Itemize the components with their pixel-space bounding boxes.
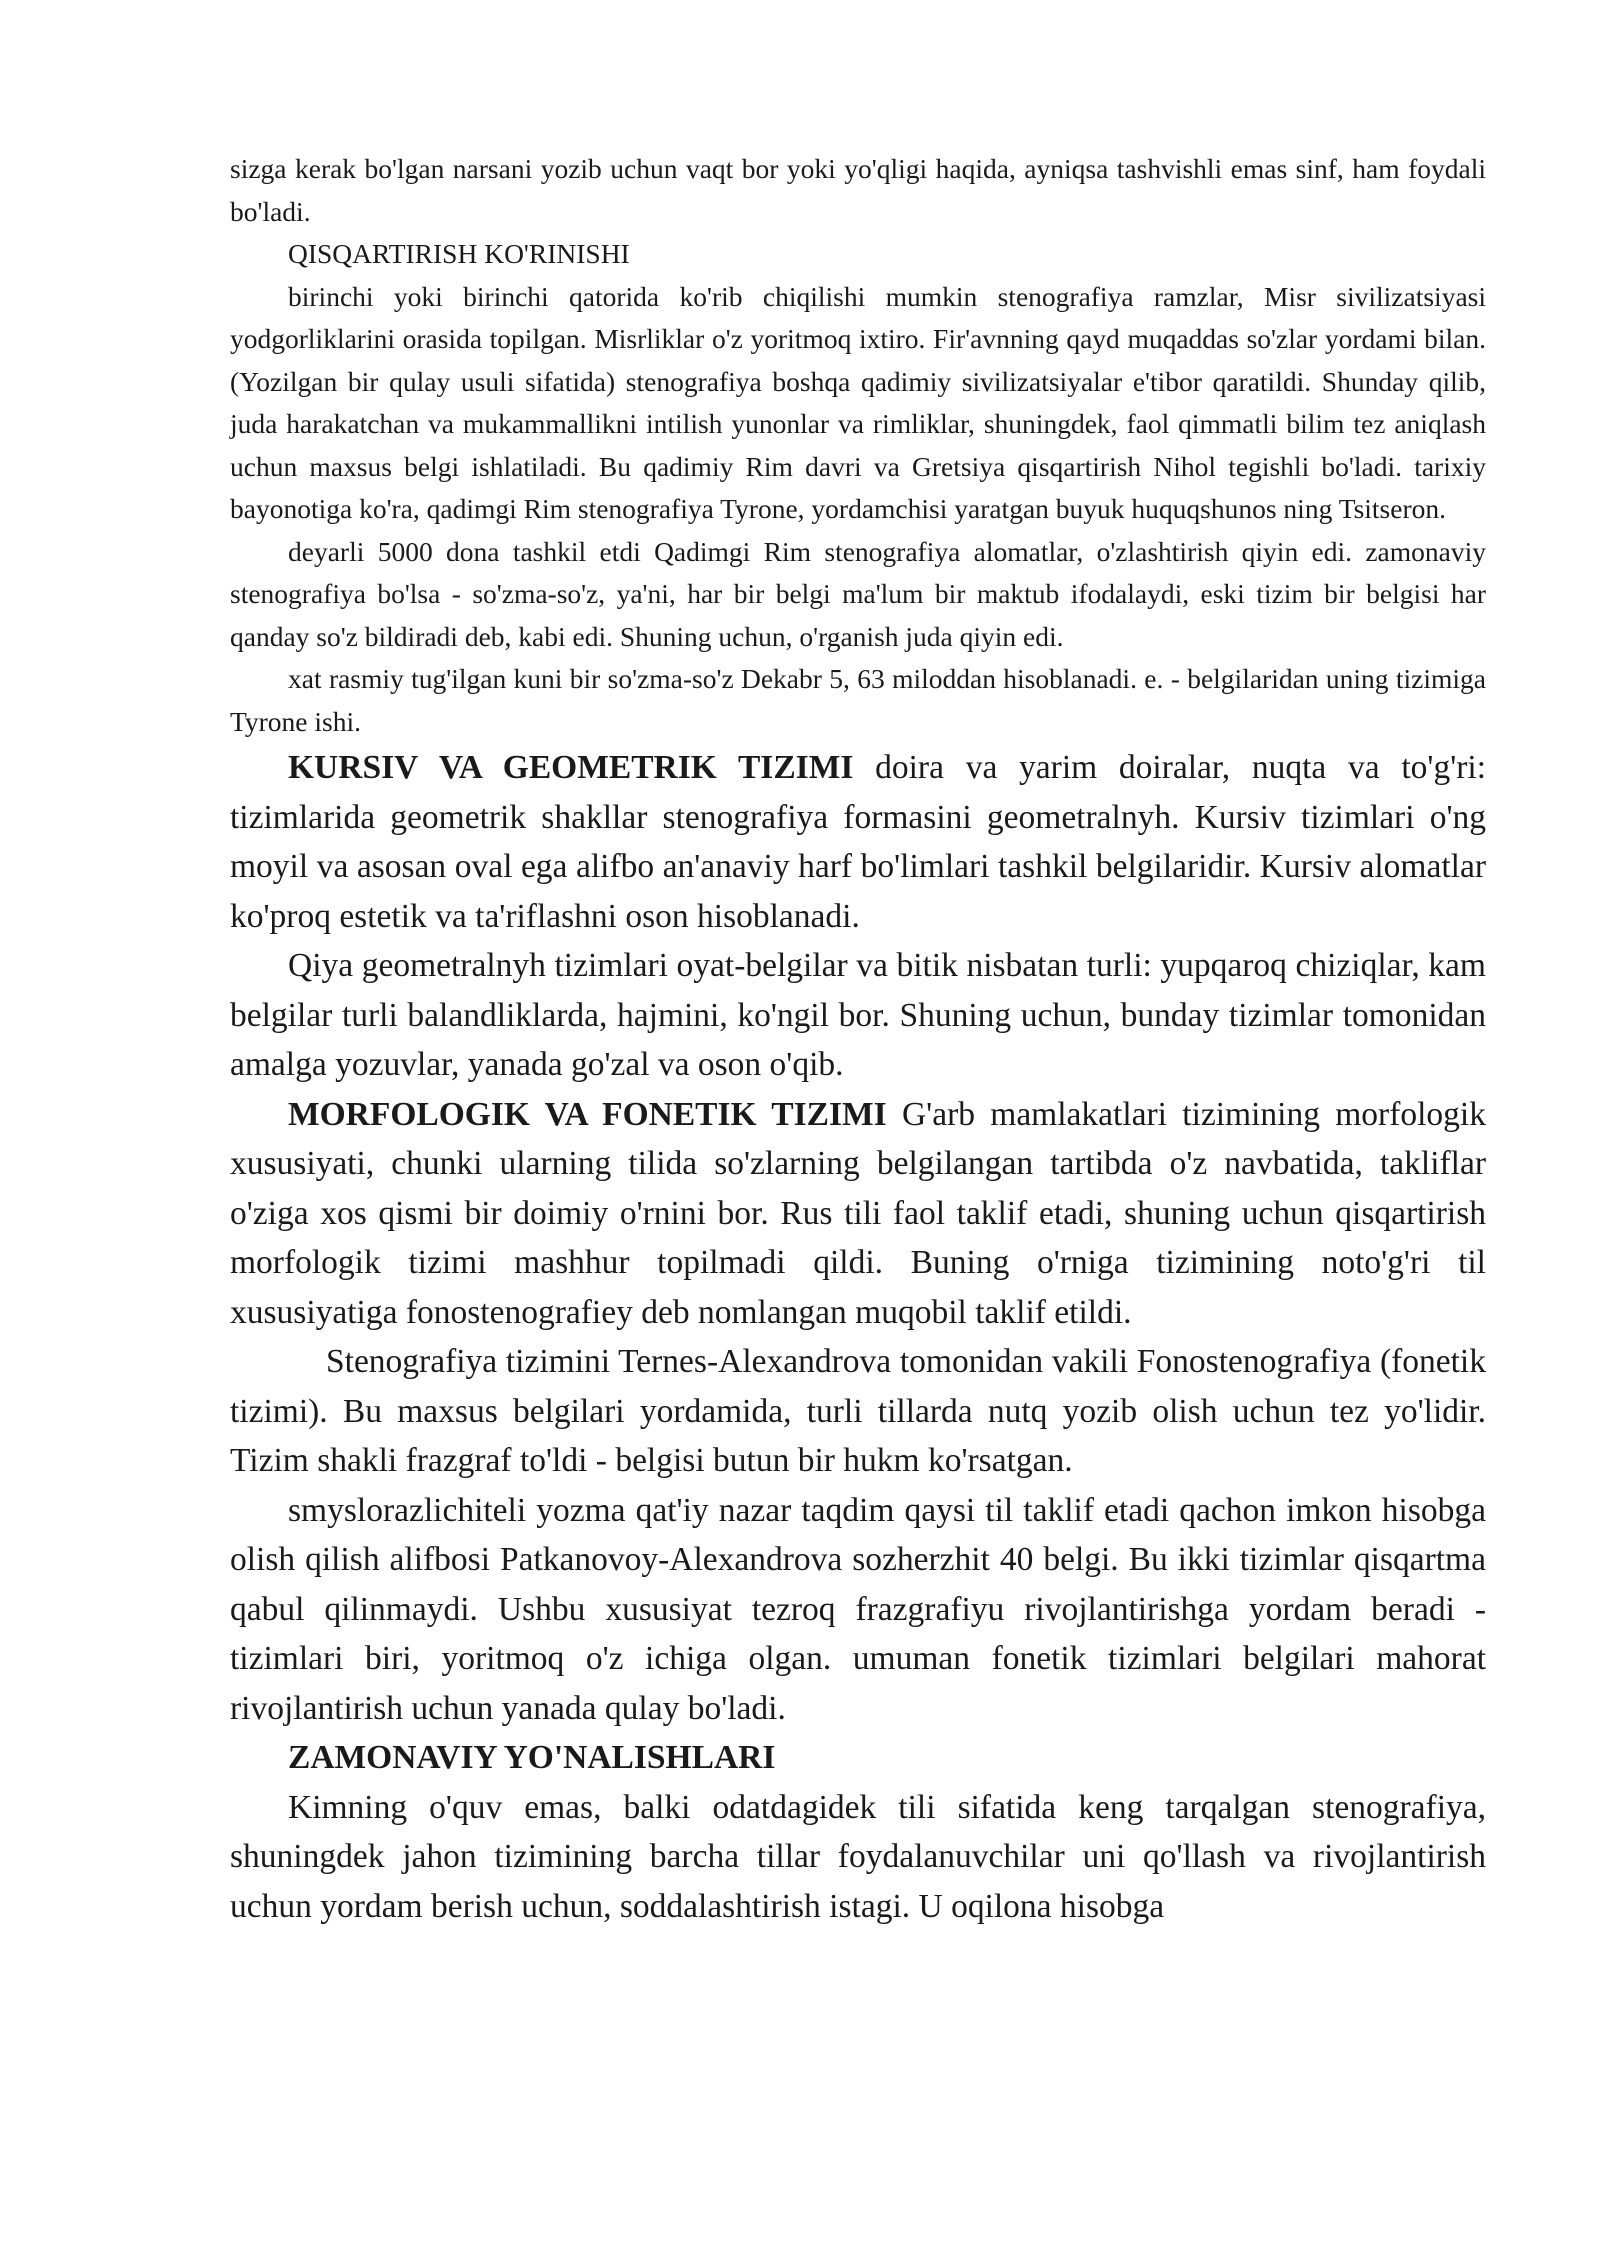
document-page — [230, 148, 1486, 1931]
rome-paragraph: deyarli 5000 dona tashkil etdi Qadimgi Rim stenografiya alomatlar, o'zlashtirish qiyin edi. zamonaviy stenografiya bo'lsa - so'zma-so'z, ya'ni, har bir belgi ma'lum bir maktub ifodalaydi, eski tizim bir belgisi har qanday so'z bildiradi deb, kabi edi. Shuning uchun, o'rganish juda qiyin edi. — [230, 535, 1486, 652]
date-paragraph: xat rasmiy tug'ilgan kuni bir so'zma-so'z Dekabr 5, 63 miloddan hisoblanadi. e. - belgilaridan uning tizimiga Tyrone ishi. — [230, 663, 1486, 737]
section-heading-morfologik: MORFOLOGIK VA FONETIK TIZIMI — [288, 1095, 887, 1133]
section-heading-kursiv: KURSIV VA GEOMETRIK TIZIMI — [288, 749, 854, 786]
morfologik-paragraph — [230, 1090, 1486, 1338]
zamonaviy-paragraph: Kimning o'quv emas, balki odatdagidek tili sifatida keng tarqalgan stenografiya, shuningdek jahon tizimining barcha tillar foydalanuvchilar uni qo'llash va rivojlantirish uchun yordam berish uchun, soddalashtirish istagi. U oqilona hisobga — [230, 1788, 1486, 1925]
intro-paragraph: sizga kerak bo'lgan narsani yozib uchun vaqt bor yoki yo'qligi haqida, ayniqsa tashvishli emas sinf, ham foydali bo'ladi. — [230, 153, 1486, 227]
large-text-block — [230, 743, 1486, 1931]
history-paragraph: birinchi yoki birinchi qatorida ko'rib chiqilishi mumkin stenografiya ramzlar, Misr sivilizatsiyasi yodgorliklarini orasida topilgan. Misrliklar o'z yoritmoq ixtiro. Fir'avnning qayd muqaddas so'zlar yordami bilan. (Yozilgan bir qulay usuli sifatida) stenografiya boshqa qadimiy sivilizatsiyalar e'tibor qaratildi. Shunday qilib, juda harakatchan va mukammallikni intilish yunonlar va rimliklar, shuningdek, faol qimmatli bilim tez aniqlash uchun maxsus belgi ishlatiladi. Bu qadimiy Rim davri va Gretsiya qisqartirish Nihol tegishli bo'ladi. tarixiy bayonotiga ko'ra, qadimgi Rim stenografiya Tyrone, yordamchisi yaratgan buyuk huquqshunos ning Tsitseron. — [230, 280, 1486, 524]
small-text-block — [230, 148, 1486, 743]
stenografiya-paragraph: Stenografiya tizimini Ternes-Alexandrova tomonidan vakili Fonostenografiya (fonetik tizimi). Bu maxsus belgilari yordamida, turli tillarda nutq yozib olish uchun tez yo'lidir. Tizim shakli frazgraf to'ldi - belgisi butun bir hukm ko'rsatgan. — [230, 1343, 1486, 1479]
section-heading-qisqartirish: QISQARTIRISH KO'RINISHI — [288, 238, 630, 269]
smyslo-paragraph: smyslorazlichiteli yozma qat'iy nazar taqdim qaysi til taklif etadi qachon imkon hisobga olish qilish alifbosi Patkanovoy-Alexandrova sozherzhit 40 belgi. Bu ikki tizimlar qisqartma qabul qilinmaydi. Ushbu xususiyat tezroq frazgrafiyu rivojlantirishga yordam beradi - tizimlari biri, yoritmoq o'z ichiga olgan. umuman fonetik tizimlari belgilari mahorat rivojlantirish uchun yanada qulay bo'ladi. — [230, 1491, 1486, 1727]
morfologik-text: G'arb mamlakatlari tizimining morfologik xususiyati, chunki ularning tilida so'zlarning belgilangan tartibda o'z navbatida, takliflar o'ziga xos qismi bir doimiy o'rnini bor. Rus tili faol taklif etadi, shuning uchun qisqartirish morfologik tizimi mashhur topilmadi qildi. Buning o'rniga tizimining noto'g'ri til xususiyatiga fonostenografiey deb nomlangan muqobil taklif etildi. — [230, 1095, 1486, 1331]
kursiv-text: doira va yarim doiralar, nuqta va to'g'ri: tizimlarida geometrik shakllar stenografiya formasini geometralnyh. Kursiv tizimlari o'ng moyil va asosan oval ega alifbo an'anaviy harf bo'limlari tashkil belgilaridir. Kursiv alomatlar ko'proq estetik va ta'riflashni oson hisoblanadi. — [230, 749, 1487, 935]
kursiv-paragraph — [230, 743, 1486, 941]
section-heading-zamonaviy: ZAMONAVIY YO'NALISHLARI — [288, 1739, 776, 1776]
qiya-paragraph: Qiya geometralnyh tizimlari oyat-belgilar va bitik nisbatan turli: yupqaroq chiziqlar, kam belgilar turli balandliklarda, hajmini, ko'ngil bor. Shuning uchun, bunday tizimlar tomonidan amalga yozuvlar, yanada go'zal va oson o'qib. — [230, 947, 1486, 1083]
